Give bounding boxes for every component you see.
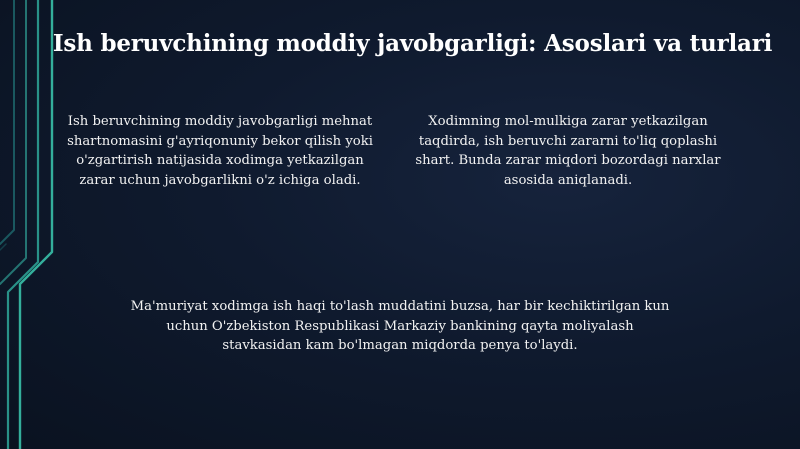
paragraph-left: Ish beruvchining moddiy javobgarligi mehnat shartnomasini g'ayriqonuniy bekor qilish yoki o'zgartirish natijasida xodimga yetkazilgan zarar uchun javobgarlikni o'z ichiga oladi. (67, 114, 373, 188)
slide-title: Ish beruvchining moddiy javobgarligi: Asoslari va turlari (52, 30, 773, 57)
paragraph-right: Xodimning mol-mulkiga zarar yetkazilgan taqdirda, ish beruvchi zararni to'liq qoplashi shart. Bunda zarar miqdori bozordagi narxlar asosida aniqlanadi. (415, 114, 721, 188)
paragraph-bottom: Ma'muriyat xodimga ish haqi to'lash muddatini buzsa, har bir kechiktirilgan kun uchun O'zbekiston Respublikasi Markaziy bankining qayta moliyalash stavkasidan kam bo'lmagan miqdorda penya to'laydi. (130, 299, 670, 353)
